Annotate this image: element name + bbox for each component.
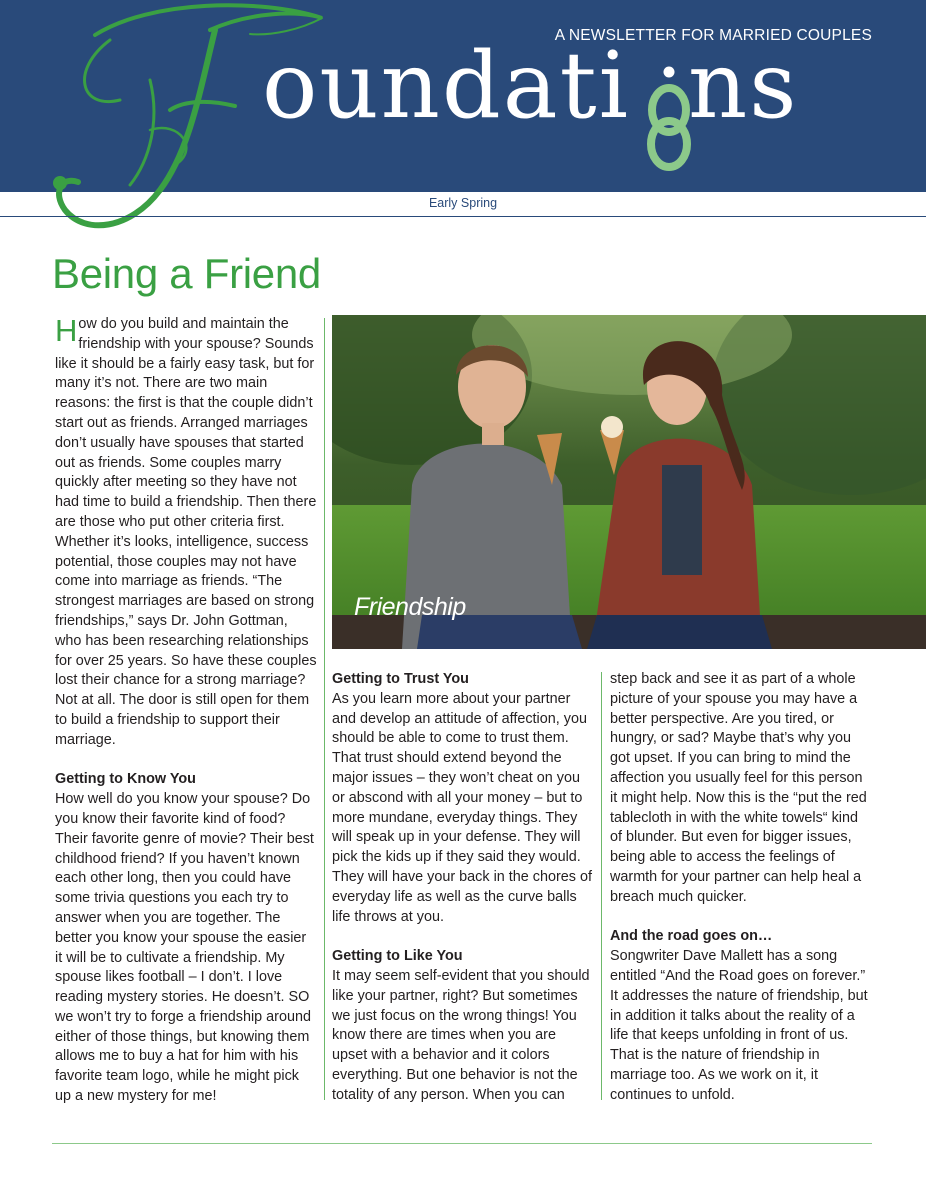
section-heading: Getting to Like You [332, 948, 463, 965]
photo-caption: Friendship [354, 593, 466, 621]
column-2 [332, 670, 594, 1106]
section-body: It may seem self-evident that you should like your partner, right? But sometimes we just focus on the wrong things! You know there are times when you are upset with a behavior and it colors everything. But one behavior is not the totality of any person. When you can [332, 967, 590, 1103]
script-f-logo [0, 0, 340, 260]
section-body: As you learn more about your partner and develop an attitude of affection, you should be able to come to trust them. That trust should extend beyond the major issues – they won’t cheat on you or abscond with all your money – but to more mundane, everyday things. They will speak up in your defense. They will pick the kids up if they said they would. They will have your back in the chores of everyday life as well as the curve balls life throws at you. [332, 690, 592, 925]
issue-bar [0, 192, 926, 217]
footer-rule [52, 1143, 872, 1144]
section-heading: Getting to Know You [55, 771, 196, 788]
section-body: Songwriter Dave Mallett has a song entitled “And the Road goes on forever.” It addresses the nature of friendship, but in addition it talks about the reality of a life that keeps unfolding in front of us. That is the nature of friendship in marriage too. As we work on it, it continues to unfold. [610, 948, 868, 1103]
photo-couple [332, 315, 926, 649]
column-1 [55, 315, 317, 1107]
title-rest: oundati [262, 32, 631, 139]
section-heading: Getting to Trust You [332, 671, 469, 687]
column-divider [601, 672, 602, 1100]
section-body-continued: step back and see it as part of a whole picture of your spouse you may have a better perspective. Are you tired, or hungry, or sad? Maybe that’s why you got upset. If you can bring to mind the affection you usually feel for this person it might help. Now this is the “put the red tablecloth in with the white towels“ kind of blunder. But even for bigger issues, being able to access the feelings of warmth for your partner can help heal a breach much quicker. [610, 671, 867, 905]
intro-text: ow do you build and maintain the friendship with your spouse? Sounds like it should be a fairly easy task, but for many it’s not. There are two main reasons: the first is that the couple didn’t start out as friends. Arranged marriages don’t usually have spouses that started out as friends. Some couples marry quickly after meeting so they have not had time to build a friendship. Then there are those who put other criteria first. Whether it’s looks, intelligence, success potential, those couples may not have come into marriage as friends. “The strongest marriages are based on strong friendships,” says Dr. John Gottman, who has been researching relationships for over 25 years. So have these couples lost their chance for a strong marriage? Not at all. The door is still open for them to build a friendship to support their marriage. [55, 316, 317, 748]
title-end: ns [688, 32, 799, 139]
intro-paragraph [55, 315, 317, 751]
tagline: A NEWSLETTER FOR MARRIED COUPLES [554, 27, 872, 44]
drop-cap: H [55, 313, 78, 348]
section-heading: And the road goes on… [610, 928, 773, 945]
column-3 [610, 670, 872, 1106]
logo-o-mark [640, 62, 698, 174]
article-headline: Being a Friend [52, 250, 321, 297]
section-body: How well do you know your spouse? Do you know their favorite kind of food? Their favorite genre of movie? Their best childhood friend? If you haven’t known each other long, then you could have some trivia questions you each try to answer when you are together. The better you know your spouse the easier it will be to cultivate a friendship. My spouse likes football – I don’t. I love reading mystery stories. He doesn’t. SO we won’t try to forge a friendship around either of those things, but knowing them allows me to buy a hat for him with his favorite team logo, while he might pick up a new mystery for me! [55, 791, 314, 1105]
issue-label: Early Spring [428, 196, 498, 210]
column-divider [324, 318, 325, 1100]
